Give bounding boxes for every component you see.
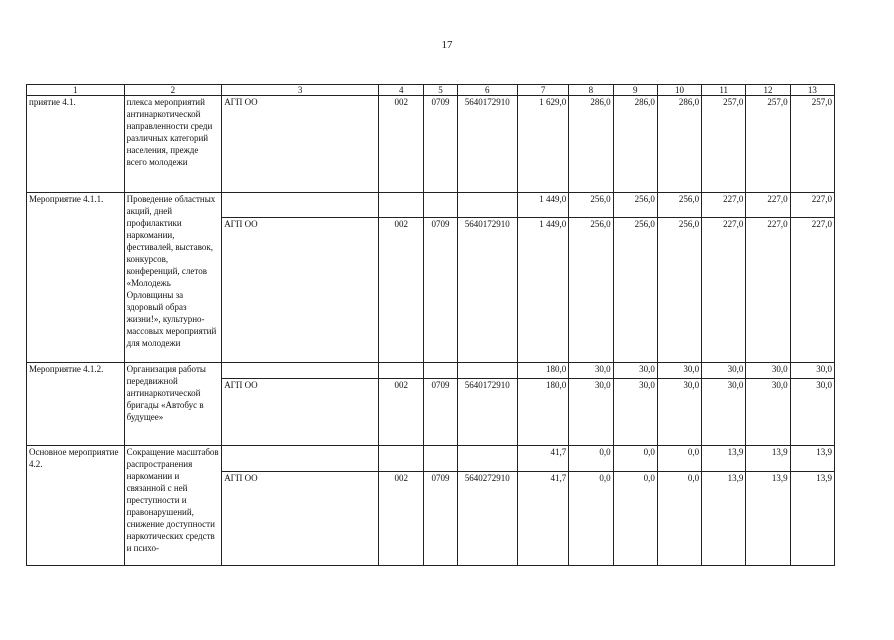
- value-year: 13,9: [746, 446, 790, 472]
- col-header: 9: [613, 85, 657, 96]
- value-year: 30,0: [657, 363, 701, 379]
- measure-name: Мероприятие 4.1.1.: [27, 193, 125, 363]
- value-year: 30,0: [613, 363, 657, 379]
- page-number: 17: [441, 39, 453, 51]
- col-header: 2: [124, 85, 222, 96]
- value-year: 30,0: [790, 363, 834, 379]
- budget-table: [26, 84, 835, 566]
- section-code: 0709: [424, 218, 457, 363]
- value-year: 13,9: [702, 472, 746, 566]
- value-year: 0,0: [569, 472, 613, 566]
- executor-empty: [222, 193, 379, 218]
- table-row: [27, 193, 835, 218]
- value-year: 257,0: [746, 96, 790, 193]
- executor: АГП ОО: [222, 96, 379, 193]
- executor: АГП ОО: [222, 472, 379, 566]
- value-year: 13,9: [702, 446, 746, 472]
- value-year: 30,0: [746, 379, 790, 446]
- col-header: 1: [27, 85, 125, 96]
- col-header: 3: [222, 85, 379, 96]
- value-year: 227,0: [746, 218, 790, 363]
- value-year: 227,0: [790, 218, 834, 363]
- section-code: 0709: [424, 472, 457, 566]
- value-year: 30,0: [702, 379, 746, 446]
- value-year: 0,0: [613, 472, 657, 566]
- target-code: 5640172910: [457, 218, 517, 363]
- value-year: 256,0: [613, 218, 657, 363]
- executor-empty: [222, 363, 379, 379]
- value-year: 30,0: [613, 379, 657, 446]
- value-total: 1 449,0: [517, 218, 568, 363]
- empty-cell: [457, 363, 517, 379]
- col-header: 8: [569, 85, 613, 96]
- empty-cell: [424, 446, 457, 472]
- value-year: 0,0: [657, 446, 701, 472]
- empty-cell: [379, 193, 424, 218]
- value-year: 30,0: [790, 379, 834, 446]
- col-header: 7: [517, 85, 568, 96]
- column-number-row: [27, 85, 835, 96]
- value-year: 286,0: [569, 96, 613, 193]
- value-year: 256,0: [569, 218, 613, 363]
- value-year: 13,9: [746, 472, 790, 566]
- value-year: 30,0: [746, 363, 790, 379]
- value-total: 180,0: [517, 363, 568, 379]
- col-header: 6: [457, 85, 517, 96]
- value-year: 256,0: [657, 218, 701, 363]
- grbs-code: 002: [379, 472, 424, 566]
- col-header: 12: [746, 85, 790, 96]
- table-row: [27, 96, 835, 193]
- measure-name: Основное мероприятие 4.2.: [27, 446, 125, 566]
- value-year: 0,0: [657, 472, 701, 566]
- table-row: [27, 363, 835, 379]
- col-header: 10: [657, 85, 701, 96]
- value-year: 286,0: [657, 96, 701, 193]
- empty-cell: [457, 446, 517, 472]
- value-year: 227,0: [702, 193, 746, 218]
- value-year: 0,0: [569, 446, 613, 472]
- value-total: 41,7: [517, 472, 568, 566]
- empty-cell: [457, 193, 517, 218]
- grbs-code: 002: [379, 218, 424, 363]
- measure-name: приятие 4.1.: [27, 96, 125, 193]
- measure-description: Организация работы передвижной антинаркотической бригады «Автобус в будущее»: [124, 363, 222, 446]
- value-year: 256,0: [613, 193, 657, 218]
- value-year: 256,0: [657, 193, 701, 218]
- value-year: 286,0: [613, 96, 657, 193]
- empty-cell: [379, 363, 424, 379]
- value-year: 30,0: [657, 379, 701, 446]
- col-header: 11: [702, 85, 746, 96]
- executor: АГП ОО: [222, 379, 379, 446]
- value-year: 227,0: [702, 218, 746, 363]
- value-year: 227,0: [790, 193, 834, 218]
- value-total: 1 629,0: [517, 96, 568, 193]
- value-year: 257,0: [702, 96, 746, 193]
- col-header: 13: [790, 85, 834, 96]
- value-year: 227,0: [746, 193, 790, 218]
- empty-cell: [424, 363, 457, 379]
- value-total: 180,0: [517, 379, 568, 446]
- value-year: 256,0: [569, 193, 613, 218]
- section-code: 0709: [424, 96, 457, 193]
- target-code: 5640172910: [457, 379, 517, 446]
- value-total: 1 449,0: [517, 193, 568, 218]
- value-year: 0,0: [613, 446, 657, 472]
- col-header: 5: [424, 85, 457, 96]
- value-year: 13,9: [790, 446, 834, 472]
- table-row: [27, 446, 835, 472]
- measure-description: Проведение областных акций, дней профилактики наркомании, фестивалей, выставок, конкурсов, конференций, слетов «Молодежь Орловщины за здоровый образ жизни!», культурно-массовых мероприятий для молодежи: [124, 193, 222, 363]
- value-year: 30,0: [569, 379, 613, 446]
- value-total: 41,7: [517, 446, 568, 472]
- empty-cell: [424, 193, 457, 218]
- col-header: 4: [379, 85, 424, 96]
- value-year: 257,0: [790, 96, 834, 193]
- value-year: 30,0: [569, 363, 613, 379]
- empty-cell: [379, 446, 424, 472]
- target-code: 5640172910: [457, 96, 517, 193]
- grbs-code: 002: [379, 96, 424, 193]
- executor: АГП ОО: [222, 218, 379, 363]
- measure-description: Сокращение масштабов распространения наркомании и связанной с ней преступности и правонарушений, снижение доступности наркотических средств и психо-: [124, 446, 222, 566]
- measure-name: Мероприятие 4.1.2.: [27, 363, 125, 446]
- target-code: 5640272910: [457, 472, 517, 566]
- section-code: 0709: [424, 379, 457, 446]
- value-year: 30,0: [702, 363, 746, 379]
- measure-description: плекса мероприятий антинаркотической направленности среди различных категорий населения, прежде всего молодежи: [124, 96, 222, 193]
- executor-empty: [222, 446, 379, 472]
- grbs-code: 002: [379, 379, 424, 446]
- value-year: 13,9: [790, 472, 834, 566]
